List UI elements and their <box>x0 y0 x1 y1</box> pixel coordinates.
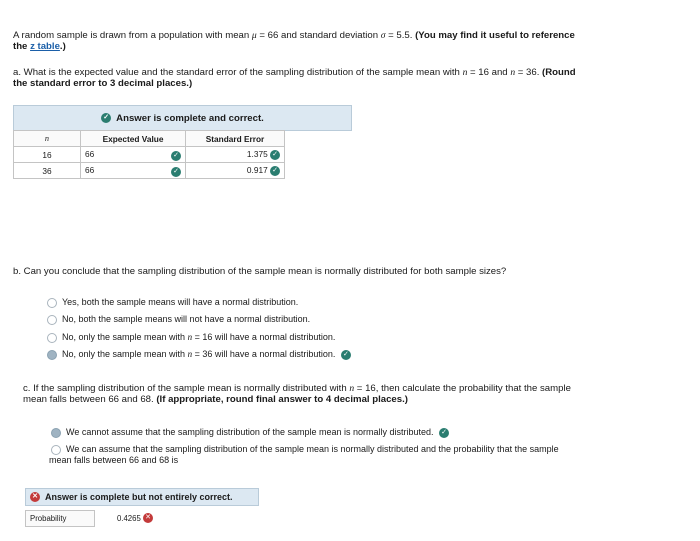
n-symbol: n <box>510 67 516 78</box>
radio-button[interactable] <box>47 298 57 308</box>
standard-error-cell[interactable] <box>186 163 285 179</box>
row-n-value: 36 <box>14 163 81 179</box>
check-icon: ✓ <box>439 428 449 438</box>
sigma-symbol: σ <box>380 30 386 41</box>
row-n-value: 16 <box>14 147 81 163</box>
part-c-text-2: = 16, then calculate the probability that the sample <box>354 383 571 394</box>
radio-button-selected[interactable] <box>47 350 57 360</box>
check-icon: ✓ <box>171 167 181 177</box>
option-label: We can assume that the sampling distribution of the sample mean is normally distributed and the probability that the sample <box>66 444 559 454</box>
part-a-hint-2: the standard error to 3 decimal places.) <box>13 78 193 89</box>
radio-option-yes-both[interactable] <box>47 297 298 308</box>
check-icon: ✓ <box>270 150 280 160</box>
option-label-2: mean falls between 66 and 68 is <box>49 455 179 465</box>
check-icon: ✓ <box>341 350 351 360</box>
standard-error-cell[interactable] <box>186 147 285 163</box>
x-icon: ✕ <box>143 513 153 523</box>
table-row <box>14 163 285 179</box>
part-a-text: a. What is the expected value and the standard error of the sampling distribution of the sample mean with <box>13 67 463 78</box>
column-header-expected-value: Expected Value <box>81 131 186 147</box>
standard-error-value: 0.917 <box>246 165 268 176</box>
option-label: We cannot assume that the sampling distribution of the sample mean is normally distributed. <box>66 427 434 437</box>
answer-a-table <box>13 130 285 179</box>
check-icon: ✓ <box>270 166 280 176</box>
table-row <box>14 147 285 163</box>
probability-input[interactable] <box>103 511 157 526</box>
radio-option-no-both[interactable] <box>47 314 310 325</box>
part-c-text-3: mean falls between 66 and 68. <box>23 394 157 405</box>
intro-text-3: = 5.5. <box>385 30 416 41</box>
option-label: No, both the sample means will not have a normal distribution. <box>62 314 311 324</box>
intro-text: A random sample is drawn from a population with mean <box>13 30 252 41</box>
expected-value: 66 <box>85 164 95 175</box>
part-c-question <box>23 383 643 405</box>
n-symbol: n <box>187 349 193 359</box>
n-symbol: n <box>187 332 193 342</box>
radio-button-selected[interactable] <box>51 428 61 438</box>
column-header-n: n <box>14 131 81 147</box>
radio-button[interactable] <box>47 333 57 343</box>
option-label: No, only the sample mean with <box>62 332 188 342</box>
part-b-question: b. Can you conclude that the sampling distribution of the sample mean is normally distributed for both sample sizes? <box>13 266 507 277</box>
radio-option-only-36[interactable] <box>47 349 351 360</box>
option-label-2: = 36 will have a normal distribution. <box>192 349 336 359</box>
option-label: Yes, both the sample means will have a normal distribution. <box>62 297 299 307</box>
option-label-2: = 16 will have a normal distribution. <box>192 332 336 342</box>
part-a-hint: (Round <box>542 67 576 78</box>
mu-symbol: μ <box>251 30 257 41</box>
part-a-question <box>13 67 673 89</box>
part-c-hint: (If appropriate, round final answer to 4 decimal places.) <box>156 394 408 405</box>
intro-hint: (You may find it useful to reference <box>415 30 575 41</box>
intro-text-2: = 66 and standard deviation <box>256 30 381 41</box>
expected-value-cell[interactable] <box>81 163 186 179</box>
radio-button[interactable] <box>47 315 57 325</box>
probability-value: 0.4265 <box>116 513 141 523</box>
expected-value: 66 <box>85 148 95 159</box>
answer-a-header <box>13 105 352 131</box>
probability-row <box>25 510 157 526</box>
check-icon: ✓ <box>171 151 181 161</box>
part-a-text-2: = 16 and <box>467 67 511 78</box>
z-table-link[interactable]: z table <box>30 41 60 52</box>
expected-value-cell[interactable] <box>81 147 186 163</box>
part-a-text-3: = 36. <box>515 67 543 78</box>
intro-hint-3: .) <box>59 41 66 52</box>
check-icon: ✓ <box>101 113 111 123</box>
answer-c-status: Answer is complete but not entirely correct. <box>45 492 233 502</box>
part-c-text: c. If the sampling distribution of the sample mean is normally distributed with <box>23 383 350 394</box>
probability-label: Probability <box>25 510 95 527</box>
radio-option-can-assume[interactable] <box>51 444 651 466</box>
column-header-standard-error: Standard Error <box>186 131 285 147</box>
x-icon: ✕ <box>30 492 40 502</box>
intro-hint-2: the <box>13 41 31 52</box>
answer-c-header <box>25 488 259 506</box>
radio-option-cannot-assume[interactable] <box>51 427 449 438</box>
answer-a-status: Answer is complete and correct. <box>116 112 264 124</box>
radio-option-only-16[interactable] <box>47 332 335 343</box>
n-symbol: n <box>349 383 355 394</box>
standard-error-value: 1.375 <box>246 149 268 160</box>
radio-button[interactable] <box>51 445 61 455</box>
n-symbol: n <box>462 67 468 78</box>
option-label: No, only the sample mean with <box>62 349 188 359</box>
table-header-row <box>14 131 285 147</box>
problem-intro <box>13 30 673 52</box>
